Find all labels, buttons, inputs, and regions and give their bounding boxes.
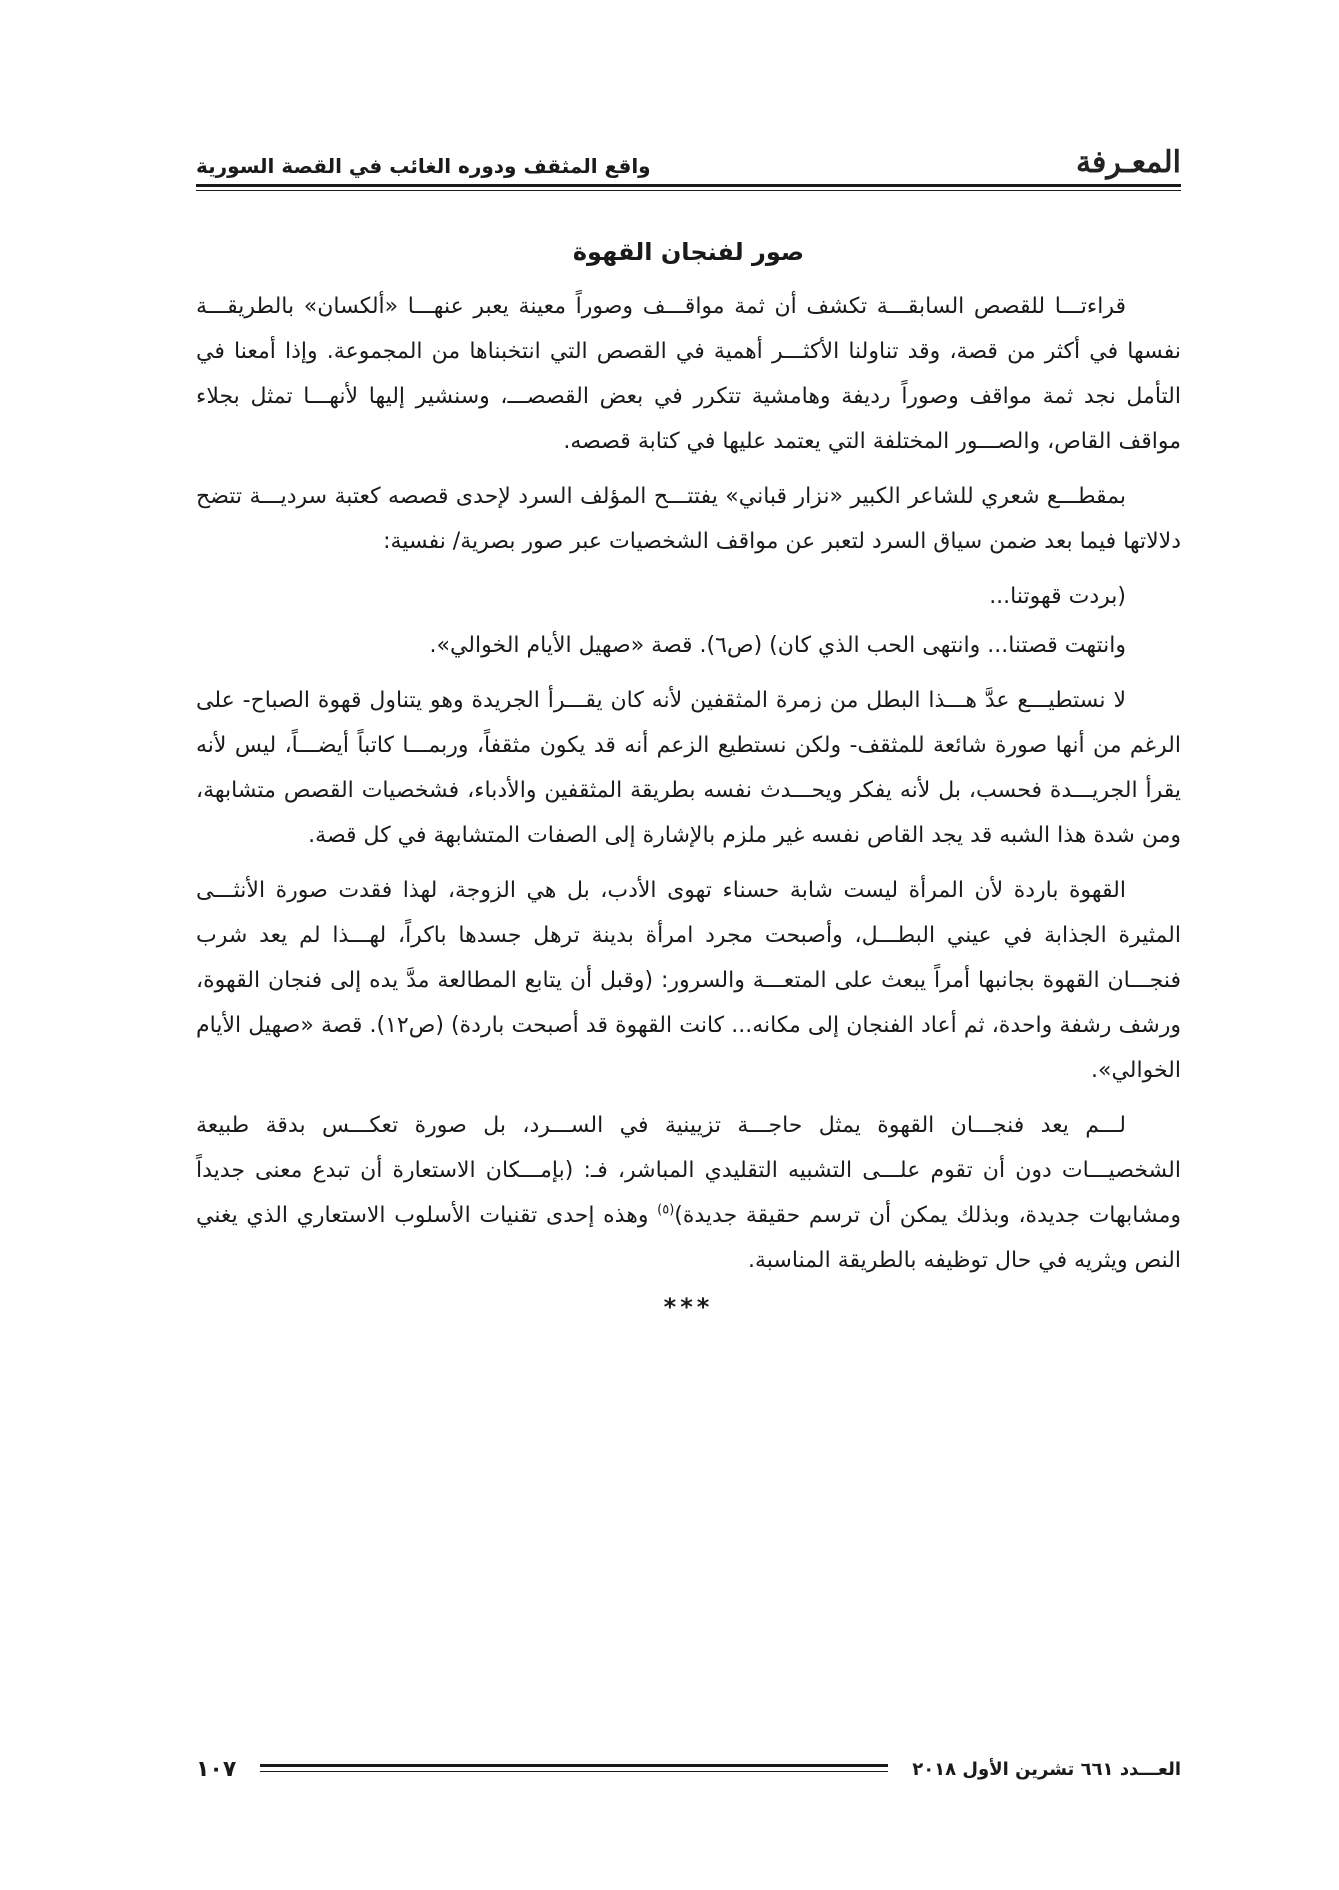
footer-rule — [260, 1764, 888, 1774]
paragraph-text: وهذه إحدى تقنيات الأسلوب الاستعاري الذي يغني النص ويثريه في حال توظيفه بالطريقة المناسبة. — [196, 1202, 1181, 1273]
paragraph: لا نستطيـــع عدَّ هـــذا البطل من زمرة المثقفين لأنه كان يقـــرأ الجريدة وهو يتناول قهوة الصباح- على الرغم من أنها صورة شائعة للمثقف- ولكن نستطيع الزعم أنه قد يكون مثقفاً، وربمـــا كاتباً أيضـــاً، ليس لأنه يقرأ الجريـــدة فحسب، بل لأنه يفكر ويحـــدث نفسه بطريقة المثقفين والأدباء، فشخصيات القصص متشابهة، ومن شدة هذا الشبه قد يجد القاص نفسه غير ملزم بالإشارة إلى الصفات المتشابهة في كل قصة. — [196, 687, 1181, 848]
poem-line: (بردت قهوتنا... — [989, 583, 1126, 609]
paragraph: القهوة باردة لأن المرأة ليست شابة حسناء تهوى الأدب، بل هي الزوجة، لهذا فقدت صورة الأنثـــى المثيرة الجذابة في عيني البطـــل، وأصبحت مجرد امرأة بدينة ترهل جسدها باكراً، لهـــذا لم يعد شرب فنجـــان القهوة بجانبها أمراً يبعث على المتعـــة والسرور: (وقبل أن يتابع المطالعة مدَّ يده إلى فنجان القهوة، ورشف رشفة واحدة، ثم أعاد الفنجان إلى مكانه... كانت القهوة قد أصبحت باردة) (ص١٢). قصة «صهيل الأيام الخوالي». — [196, 877, 1181, 1083]
article-header-title: واقع المثقف ودوره الغائب في القصة السورية — [196, 154, 651, 178]
article-body — [196, 236, 1181, 1321]
poem-line: وانتهت قصتنا... وانتهى الحب الذي كان) (ص٦). قصة «صهيل الأيام الخوالي». — [429, 632, 1126, 658]
header-rule-thin — [196, 190, 1181, 191]
paragraph — [196, 1103, 1181, 1283]
footnote-ref[interactable]: (٥) — [657, 1202, 675, 1218]
page-number: ١٠٧ — [196, 1756, 237, 1782]
page-footer — [196, 1752, 1181, 1786]
journal-logo: المعـرفة — [1075, 145, 1181, 180]
paragraph-text: لـــم يعد فنجـــان القهوة يمثل حاجـــة تزيينية في الســـرد، بل صورة تعكـــس بدقة طبيعة الشخصيـــات دون أن تقوم علـــى التشبيه التقليدي المباشر، فـ: (بإمـــكان الاستعارة أن تبدع معنى جديداً ومشابهات جديدة، وبذلك يمكن أن ترسم حقيقة جديدة) — [196, 1112, 1181, 1228]
paragraph: قراءتـــا للقصص السابقـــة تكشف أن ثمة مواقـــف وصوراً معينة يعبر عنهـــا «ألكسان» بالطريقـــة نفسها في أكثر من قصة، وقد تناولنا الأكثـــر أهمية في القصص التي انتخبناها من المجموعة. وإذا أمعنا في التأمل نجد ثمة مواقف وصوراً رديفة وهامشية تتكرر في بعض القصصـــ، وسنشير إليها لأنهـــا تمثل بجلاء مواقف القاص، والصـــور المختلفة التي يعتمد عليها في كتابة قصصه. — [196, 293, 1181, 454]
section-heading: صور لفنجان القهوة — [572, 238, 805, 266]
paragraph: بمقطـــع شعري للشاعر الكبير «نزار قباني» يفتتـــح المؤلف السرد لإحدى قصصه كعتبة سرديـــة تتضح دلالاتها فيما بعد ضمن سياق السرد لتعبر عن مواقف الشخصيات عبر صور بصرية/ نفسية: — [196, 483, 1181, 554]
footer-issue: العـــدد ٦٦١ تشرين الأول ٢٠١٨ — [912, 1758, 1181, 1780]
section-separator: *** — [663, 1292, 714, 1321]
running-header — [196, 138, 1181, 178]
header-rule — [196, 184, 1181, 187]
